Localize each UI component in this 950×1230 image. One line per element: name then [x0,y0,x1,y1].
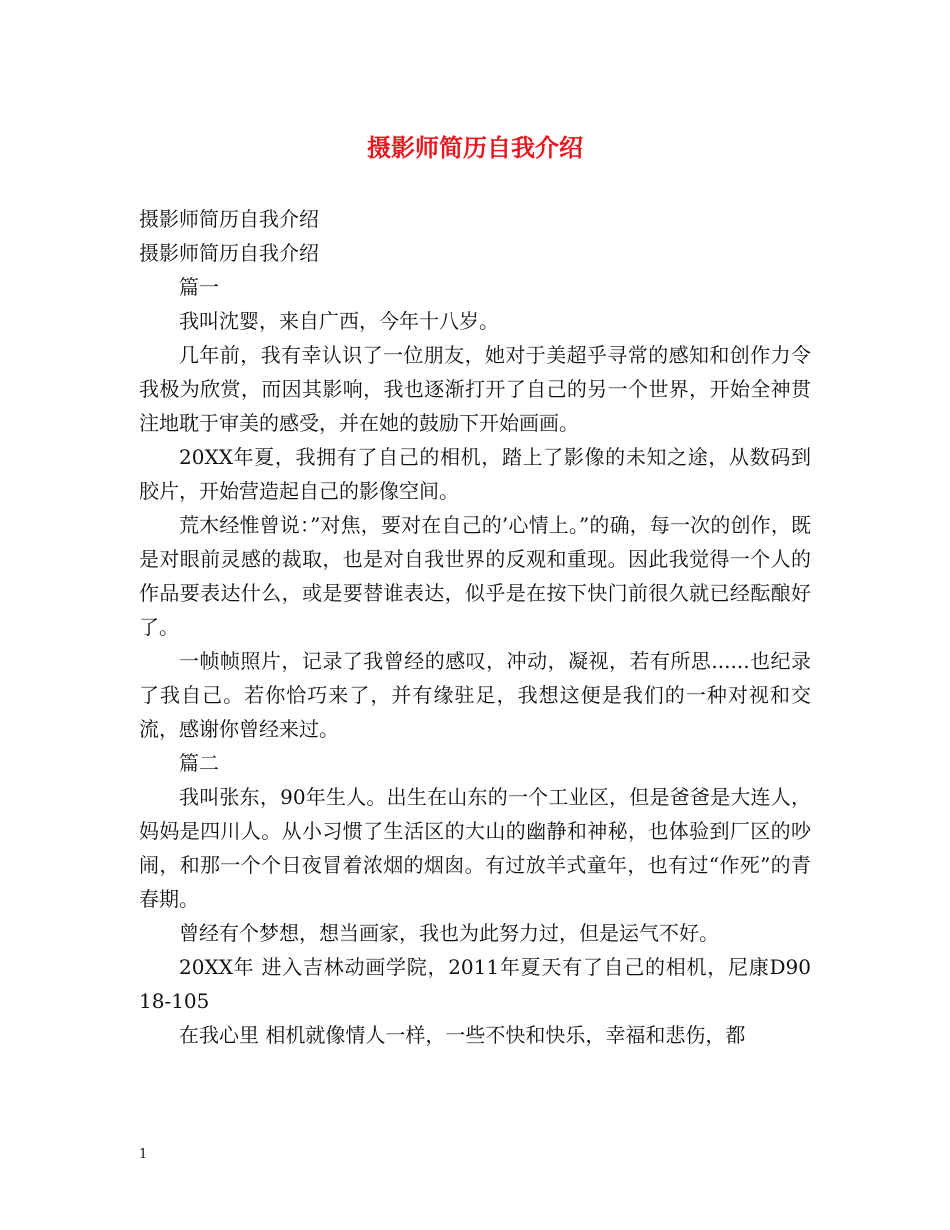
document-title: 摄影师简历自我介绍 [367,133,583,162]
page-number: 1 [139,1147,148,1162]
body-paragraph: 荒木经惟曾说：”对焦，要对在自己的’心情上。”的确，每一次的创作，既是对眼前灵感的裁取，也是对自我世界的反观和重现。因此我觉得一个人的作品要表达什么，或是要替谁表达，似乎是在按下快门前很久就已经酝酿好了。 [139,513,811,639]
body-paragraph: 我叫沈婴，来自广西，今年十八岁。 [179,309,499,333]
body-paragraph: 在我心里 相机就像情人一样，一些不快和快乐，幸福和悲伤，都 [179,1023,746,1047]
section-heading: 篇二 [179,751,219,775]
body-paragraph: 20XX年夏，我拥有了自己的相机，踏上了影像的未知之途，从数码到胶片，开始营造起自己的影像空间。 [139,445,811,503]
body-paragraph: 摄影师简历自我介绍 [139,207,319,231]
body-paragraph: 曾经有个梦想，想当画家，我也为此努力过，但是运气不好。 [179,921,719,945]
body-paragraph: 几年前，我有幸认识了一位朋友，她对于美超乎寻常的感知和创作力令我极为欣赏，而因其影响，我也逐渐打开了自己的另一个世界，开始全神贯注地耽于审美的感受，并在她的鼓励下开始画画。 [139,343,811,435]
body-paragraph: 一帧帧照片，记录了我曾经的感叹，冲动，凝视，若有所思......也纪录了我自己。若你恰巧来了，并有缘驻足，我想这便是我们的一种对视和交流，感谢你曾经来过。 [139,649,811,741]
document-body [139,202,811,1052]
body-paragraph: 摄影师简历自我介绍 [139,241,319,265]
body-paragraph: 20XX年 进入吉林动画学院，2011年夏天有了自己的相机，尼康D90 18-105 [139,955,811,1013]
section-heading: 篇一 [179,275,219,299]
body-paragraph: 我叫张东，90年生人。出生在山东的一个工业区，但是爸爸是大连人，妈妈是四川人。从小习惯了生活区的大山的幽静和神秘，也体验到厂区的吵闹，和那一个个日夜冒着浓烟的烟囱。有过放羊式童年，也有过“作死”的青春期。 [139,785,811,911]
